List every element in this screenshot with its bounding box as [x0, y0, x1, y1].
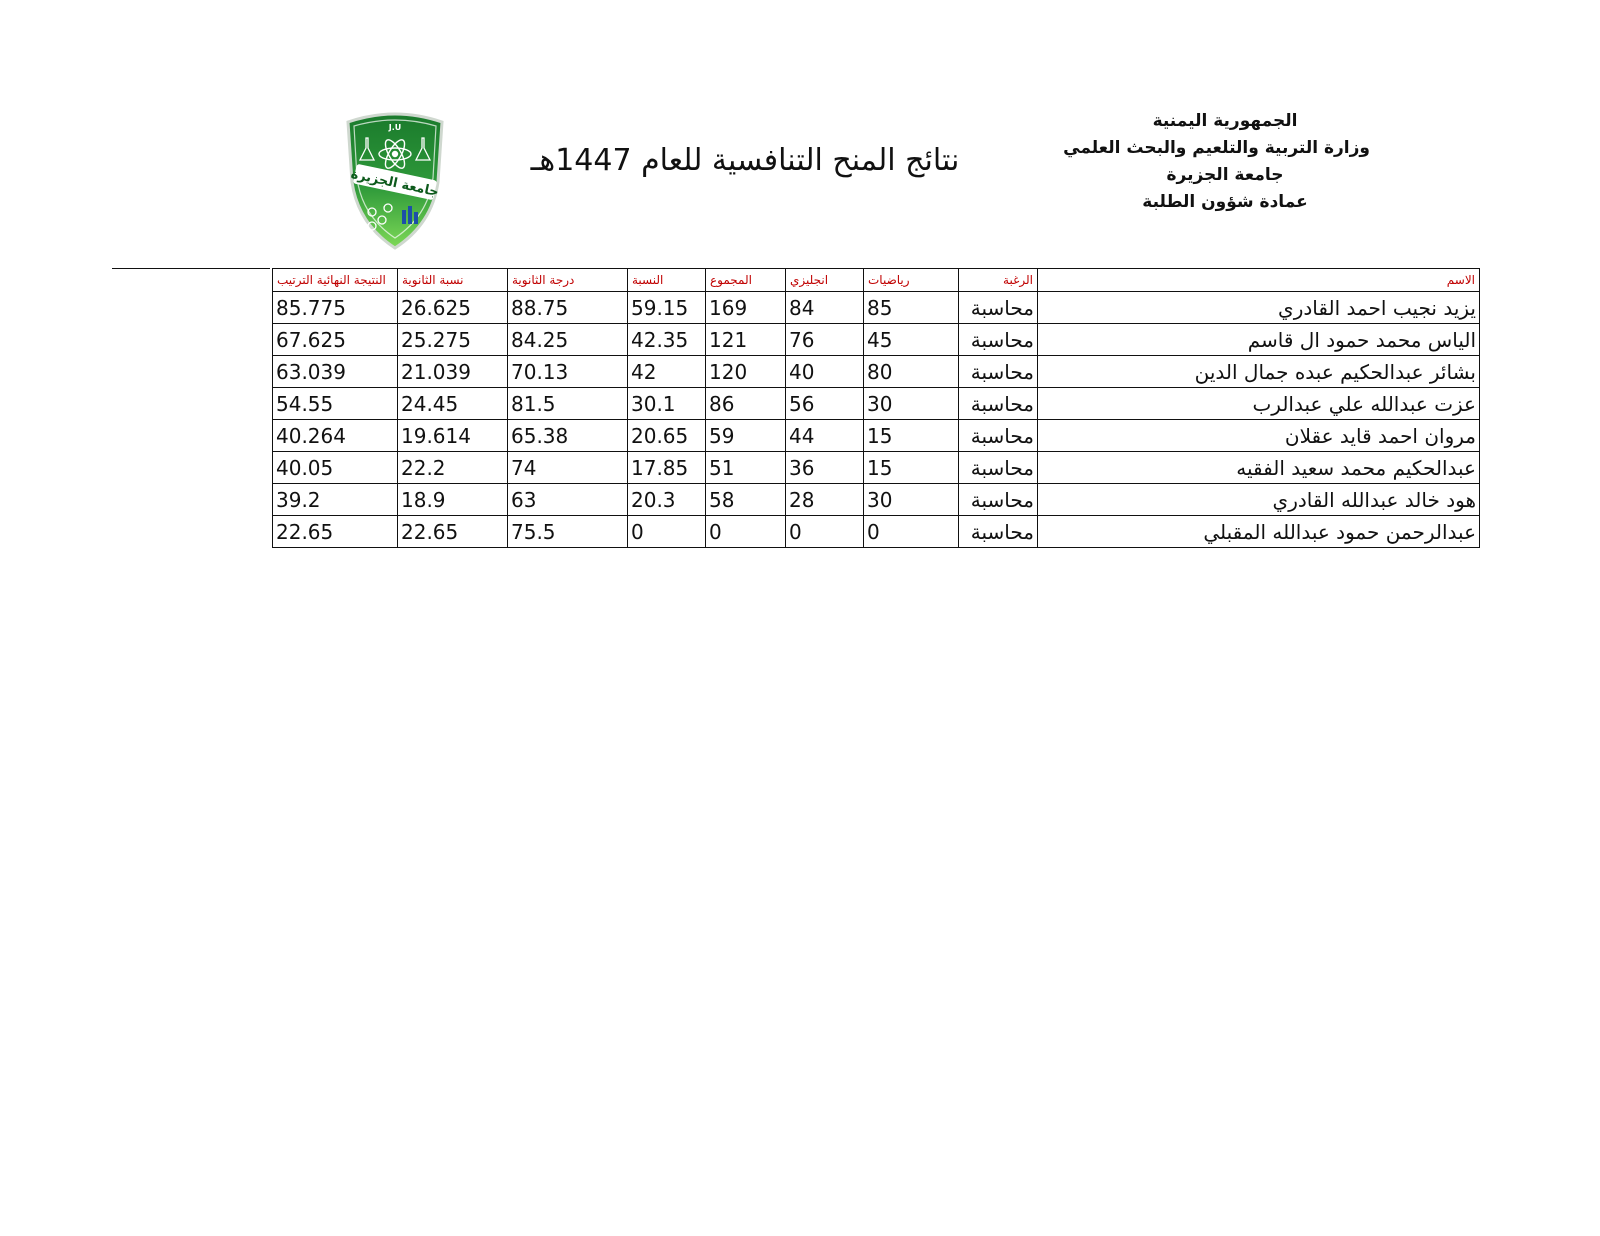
- cell-english: 84: [786, 292, 864, 324]
- cell-final-result: 63.039: [273, 356, 398, 388]
- table-body: [273, 292, 1480, 548]
- cell-english: 28: [786, 484, 864, 516]
- table-header-row: [273, 269, 1480, 292]
- cell-percentage: 42: [628, 356, 706, 388]
- organization-header: [1063, 108, 1370, 216]
- cell-name: عبدالحكيم محمد سعيد الفقيه: [1038, 452, 1480, 484]
- cell-math: 30: [864, 484, 959, 516]
- cell-total: 120: [706, 356, 786, 388]
- cell-name: عبدالرحمن حمود عبدالله المقبلي: [1038, 516, 1480, 548]
- cell-wish: محاسبة: [959, 388, 1038, 420]
- cell-secondary-grade: 65.38: [508, 420, 628, 452]
- cell-secondary-grade: 63: [508, 484, 628, 516]
- cell-english: 0: [786, 516, 864, 548]
- cell-final-result: 40.264: [273, 420, 398, 452]
- cell-percentage: 0: [628, 516, 706, 548]
- header-rule-line: [112, 268, 270, 269]
- cell-final-result: 67.625: [273, 324, 398, 356]
- cell-math: 45: [864, 324, 959, 356]
- org-line-country: الجمهورية اليمنية: [1152, 111, 1298, 131]
- org-line-ministry: وزارة التربية والتلعيم والبحث العلمي: [1063, 138, 1370, 158]
- cell-secondary-grade: 75.5: [508, 516, 628, 548]
- cell-wish: محاسبة: [959, 292, 1038, 324]
- table-row: [273, 516, 1480, 548]
- column-header-english: انجليزي: [786, 269, 864, 292]
- page-title: نتائج المنح التنافسية للعام 1447هـ: [530, 143, 960, 178]
- cell-percentage: 17.85: [628, 452, 706, 484]
- logo-graphic: [340, 108, 450, 252]
- cell-math: 85: [864, 292, 959, 324]
- cell-secondary-percentage: 19.614: [398, 420, 508, 452]
- cell-english: 56: [786, 388, 864, 420]
- cell-percentage: 59.15: [628, 292, 706, 324]
- column-header-wish: الرغبة: [959, 269, 1038, 292]
- cell-secondary-percentage: 22.65: [398, 516, 508, 548]
- cell-math: 80: [864, 356, 959, 388]
- cell-math: 0: [864, 516, 959, 548]
- table-row: [273, 452, 1480, 484]
- cell-final-result: 40.05: [273, 452, 398, 484]
- org-line-deanship: عمادة شؤون الطلبة: [1142, 192, 1308, 212]
- cell-total: 59: [706, 420, 786, 452]
- cell-secondary-grade: 81.5: [508, 388, 628, 420]
- cell-english: 76: [786, 324, 864, 356]
- cell-percentage: 20.65: [628, 420, 706, 452]
- cell-total: 51: [706, 452, 786, 484]
- column-header-name: الاسم: [1038, 269, 1480, 292]
- table-row: [273, 356, 1480, 388]
- cell-wish: محاسبة: [959, 516, 1038, 548]
- cell-name: هود خالد عبدالله القادري: [1038, 484, 1480, 516]
- cell-secondary-percentage: 21.039: [398, 356, 508, 388]
- table-row: [273, 388, 1480, 420]
- cell-secondary-percentage: 26.625: [398, 292, 508, 324]
- cell-percentage: 20.3: [628, 484, 706, 516]
- cell-wish: محاسبة: [959, 452, 1038, 484]
- cell-name: يزيد نجيب احمد القادري: [1038, 292, 1480, 324]
- cell-wish: محاسبة: [959, 420, 1038, 452]
- cell-percentage: 42.35: [628, 324, 706, 356]
- cell-wish: محاسبة: [959, 324, 1038, 356]
- cell-secondary-grade: 88.75: [508, 292, 628, 324]
- table-row: [273, 324, 1480, 356]
- cell-secondary-percentage: 24.45: [398, 388, 508, 420]
- cell-wish: محاسبة: [959, 484, 1038, 516]
- org-line-university: جامعة الجزيرة: [1166, 165, 1284, 185]
- table-row: [273, 420, 1480, 452]
- cell-english: 40: [786, 356, 864, 388]
- column-header-total: المجموع: [706, 269, 786, 292]
- cell-name: عزت عبدالله علي عبدالرب: [1038, 388, 1480, 420]
- university-shield-logo: [340, 108, 450, 252]
- column-header-math: رياضيات: [864, 269, 959, 292]
- cell-name: بشائر عبدالحكيم عبده جمال الدين: [1038, 356, 1480, 388]
- cell-total: 169: [706, 292, 786, 324]
- cell-secondary-grade: 70.13: [508, 356, 628, 388]
- cell-math: 30: [864, 388, 959, 420]
- cell-name: الياس محمد حمود ال قاسم: [1038, 324, 1480, 356]
- cell-total: 58: [706, 484, 786, 516]
- cell-english: 44: [786, 420, 864, 452]
- column-header-secondary-percentage: نسبة الثانوية: [398, 269, 508, 292]
- results-table: [272, 268, 1480, 548]
- logo-university-name: جامعة الجزيرة: [349, 166, 441, 201]
- cell-math: 15: [864, 452, 959, 484]
- cell-final-result: 39.2: [273, 484, 398, 516]
- cell-total: 0: [706, 516, 786, 548]
- table-row: [273, 292, 1480, 324]
- logo-abbreviation: J.U: [388, 123, 402, 132]
- cell-secondary-percentage: 18.9: [398, 484, 508, 516]
- cell-total: 86: [706, 388, 786, 420]
- cell-secondary-grade: 74: [508, 452, 628, 484]
- cell-english: 36: [786, 452, 864, 484]
- cell-secondary-percentage: 22.2: [398, 452, 508, 484]
- column-header-percentage: النسبة: [628, 269, 706, 292]
- cell-math: 15: [864, 420, 959, 452]
- cell-percentage: 30.1: [628, 388, 706, 420]
- cell-final-result: 85.775: [273, 292, 398, 324]
- table-row: [273, 484, 1480, 516]
- column-header-final-result: النتيجة النهائية الترتيب: [273, 269, 398, 292]
- column-header-secondary-grade: درجة الثانوية: [508, 269, 628, 292]
- cell-total: 121: [706, 324, 786, 356]
- cell-wish: محاسبة: [959, 356, 1038, 388]
- cell-final-result: 22.65: [273, 516, 398, 548]
- cell-final-result: 54.55: [273, 388, 398, 420]
- cell-secondary-grade: 84.25: [508, 324, 628, 356]
- cell-secondary-percentage: 25.275: [398, 324, 508, 356]
- cell-name: مروان احمد قايد عقلان: [1038, 420, 1480, 452]
